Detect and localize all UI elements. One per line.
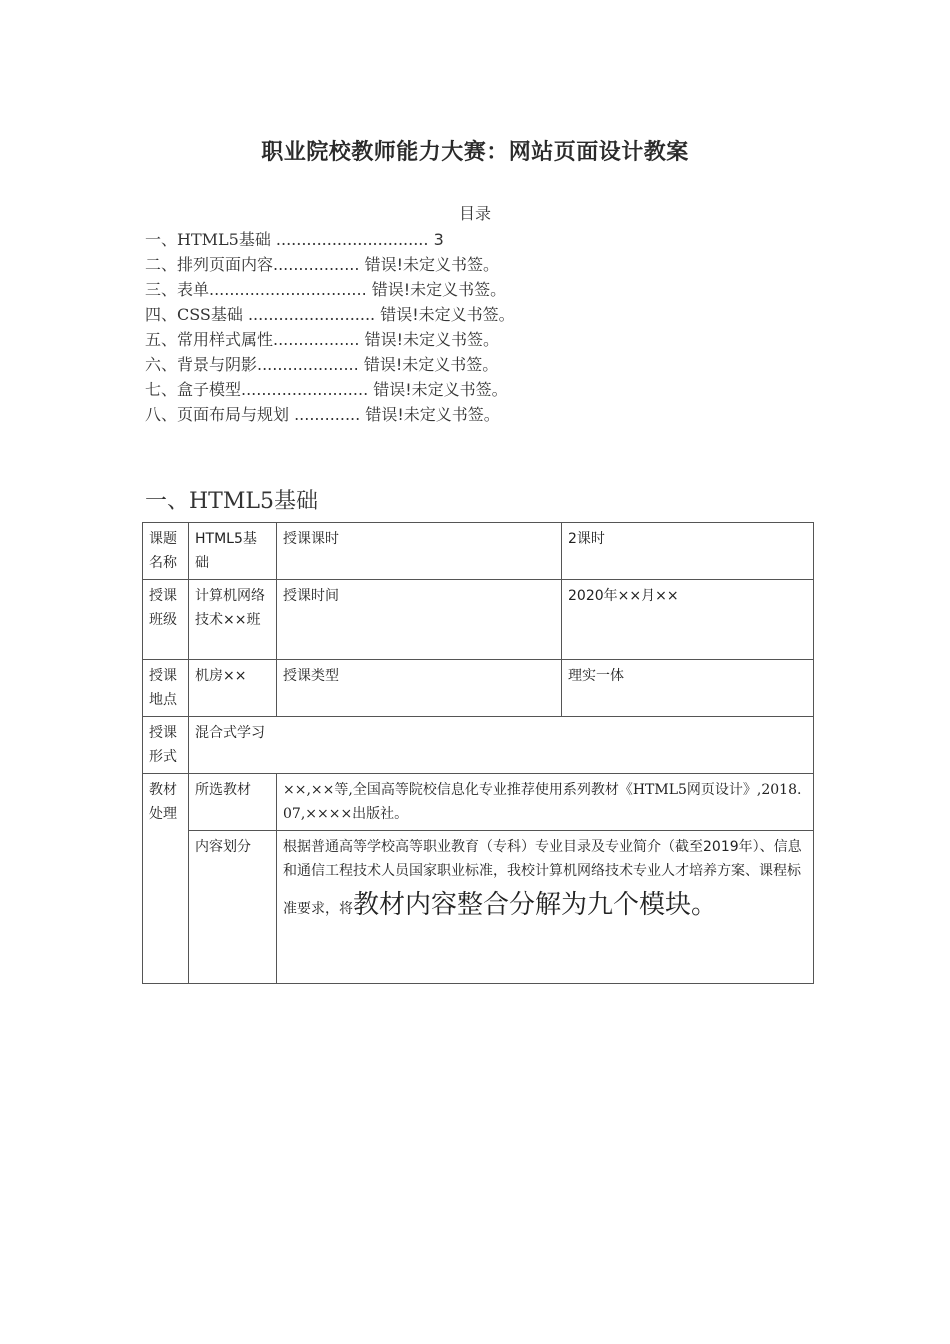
toc-entry-label: 八、页面布局与规划 .............	[145, 405, 361, 424]
table-row	[143, 717, 814, 774]
toc-entry-label: 四、CSS基础 .........................	[145, 305, 376, 324]
form-value: 混合式学习	[189, 717, 814, 774]
material-label: 教材处理	[143, 774, 189, 984]
toc-entry-page: 3	[433, 230, 444, 249]
time-value: 2020年××月××	[562, 580, 814, 660]
toc-entry-label: 三、表单...............................	[145, 280, 367, 299]
toc-entry-label: 二、排列页面内容.................	[145, 255, 360, 274]
toc-entry-page: 错误!未定义书签。	[371, 280, 507, 299]
hours-label: 授课课时	[277, 523, 562, 580]
form-label: 授课形式	[143, 717, 189, 774]
toc-entry[interactable]	[145, 227, 825, 252]
toc-entry-label: 七、盒子模型.........................	[145, 380, 369, 399]
toc-entry-page: 错误!未定义书签。	[365, 405, 500, 424]
division-label: 内容划分	[189, 831, 277, 984]
division-text: 根据普通高等学校高等职业教育（专科）专业目录及专业简介（截至2019年）、信息和通信工程技术人员国家职业标准，我校计算机网络技术专业人才培养方案、课程标准要求，将	[283, 839, 802, 917]
toc-entry-page: 错误!未定义书签。	[373, 380, 508, 399]
toc-entry[interactable]	[145, 377, 825, 402]
table-row	[143, 831, 814, 984]
toc-entry-page: 错误!未定义书签。	[364, 255, 499, 274]
textbook-label: 所选教材	[189, 774, 277, 831]
table-row	[143, 660, 814, 717]
toc-entry[interactable]	[145, 252, 825, 277]
toc-entry[interactable]	[145, 352, 825, 377]
toc-entry-label: 六、背景与阴影....................	[145, 355, 359, 374]
toc-entry-page: 错误!未定义书签。	[380, 305, 515, 324]
class-value: 计算机网络技术××班	[189, 580, 277, 660]
toc-entry-page: 错误!未定义书签。	[363, 355, 499, 374]
table-row	[143, 774, 814, 831]
place-label: 授课地点	[143, 660, 189, 717]
toc-entry-label: 五、常用样式属性.................	[145, 330, 360, 349]
division-text-emphasis: 教材内容整合分解为九个模块。	[353, 890, 718, 920]
table-row	[143, 523, 814, 580]
type-label: 授课类型	[277, 660, 562, 717]
document-title: 职业院校教师能力大赛：网站页面设计教案	[261, 140, 689, 165]
toc-entry[interactable]	[145, 327, 825, 352]
toc-entry-page: 错误!未定义书签。	[364, 330, 499, 349]
toc-entry[interactable]	[145, 402, 825, 427]
division-value	[277, 831, 814, 984]
class-label: 授课班级	[143, 580, 189, 660]
hours-value: 2课时	[562, 523, 814, 580]
toc-heading: 目录	[458, 204, 491, 223]
course-name-label: 课题名称	[143, 523, 189, 580]
toc-entry[interactable]	[145, 302, 825, 327]
toc-entry-label: 一、HTML5基础 ..............................	[145, 230, 429, 249]
time-label: 授课时间	[277, 580, 562, 660]
section-heading: 一、HTML5基础	[145, 489, 318, 514]
textbook-value: ××,××等,全国高等院校信息化专业推荐使用系列教材《HTML5网页设计》,2018.07,××××出版社。	[277, 774, 814, 831]
table-row	[143, 580, 814, 660]
table-of-contents	[145, 227, 825, 427]
course-name-value: HTML5基础	[189, 523, 277, 580]
lesson-plan-table	[142, 522, 814, 984]
place-value: 机房××	[189, 660, 277, 717]
type-value: 理实一体	[562, 660, 814, 717]
toc-entry[interactable]	[145, 277, 825, 302]
